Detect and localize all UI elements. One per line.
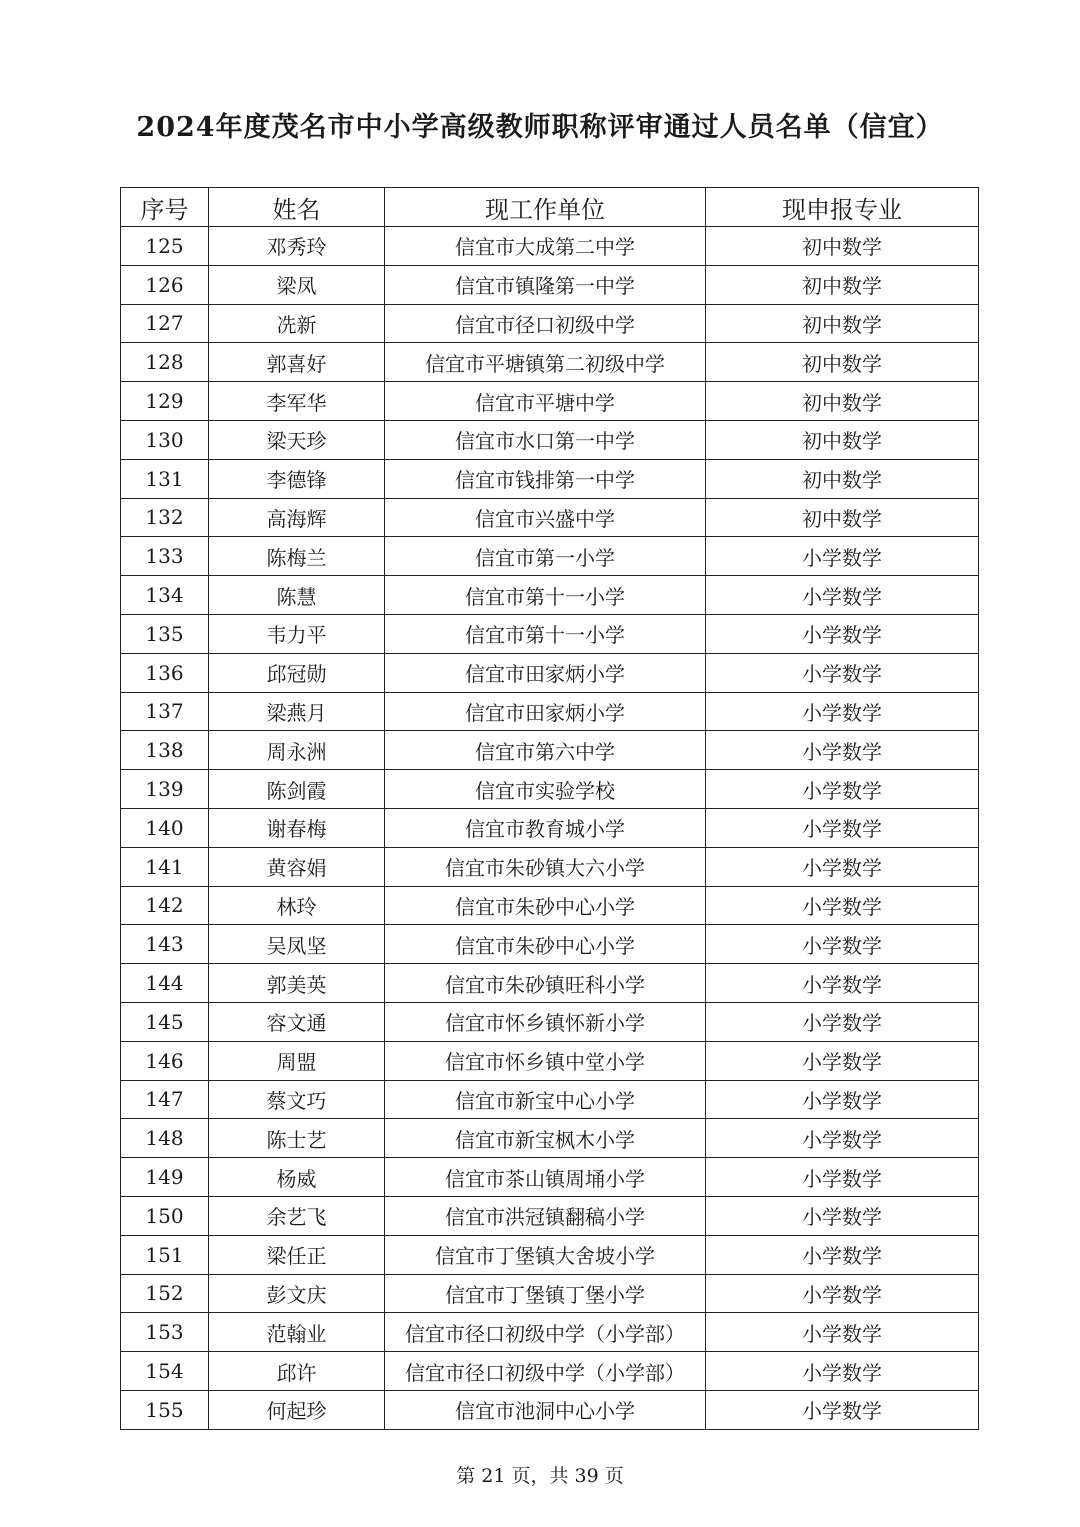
cell-name: 邱许 xyxy=(209,1352,385,1391)
cell-workplace: 信宜市怀乡镇中堂小学 xyxy=(385,1041,706,1080)
cell-workplace: 信宜市水口第一中学 xyxy=(385,420,706,459)
cell-workplace: 信宜市丁堡镇大舍坡小学 xyxy=(385,1235,706,1274)
cell-workplace: 信宜市钱排第一中学 xyxy=(385,459,706,498)
cell-seq: 126 xyxy=(121,265,209,304)
document-title: 2024年度茂名市中小学高级教师职称评审通过人员名单（信宜） xyxy=(136,112,944,143)
cell-seq: 141 xyxy=(121,847,209,886)
cell-name: 梁凤 xyxy=(209,265,385,304)
cell-workplace: 信宜市大成第二中学 xyxy=(385,227,706,266)
cell-name: 陈梅兰 xyxy=(209,537,385,576)
cell-seq: 128 xyxy=(121,343,209,382)
cell-workplace: 信宜市朱砂镇大六小学 xyxy=(385,847,706,886)
cell-name: 何起珍 xyxy=(209,1390,385,1429)
cell-workplace: 信宜市平塘镇第二初级中学 xyxy=(385,343,706,382)
cell-seq: 146 xyxy=(121,1041,209,1080)
cell-seq: 150 xyxy=(121,1196,209,1235)
table-row xyxy=(121,692,979,731)
table-row xyxy=(121,343,979,382)
cell-workplace: 信宜市径口初级中学（小学部） xyxy=(385,1352,706,1391)
cell-name: 李军华 xyxy=(209,382,385,421)
cell-name: 梁天珍 xyxy=(209,420,385,459)
cell-name: 李德锋 xyxy=(209,459,385,498)
cell-workplace: 信宜市茶山镇周埇小学 xyxy=(385,1158,706,1197)
cell-specialty: 初中数学 xyxy=(706,227,979,266)
cell-workplace: 信宜市池洞中心小学 xyxy=(385,1390,706,1429)
cell-name: 邱冠勋 xyxy=(209,653,385,692)
cell-specialty: 小学数学 xyxy=(706,1274,979,1313)
cell-specialty: 小学数学 xyxy=(706,1352,979,1391)
personnel-table xyxy=(120,187,979,1430)
cell-specialty: 小学数学 xyxy=(706,925,979,964)
cell-workplace: 信宜市第六中学 xyxy=(385,731,706,770)
cell-specialty: 初中数学 xyxy=(706,382,979,421)
cell-workplace: 信宜市第十一小学 xyxy=(385,576,706,615)
table-row xyxy=(121,1002,979,1041)
cell-specialty: 初中数学 xyxy=(706,343,979,382)
cell-specialty: 小学数学 xyxy=(706,886,979,925)
cell-name: 郭美英 xyxy=(209,964,385,1003)
table-row xyxy=(121,1158,979,1197)
cell-seq: 155 xyxy=(121,1390,209,1429)
table-row xyxy=(121,304,979,343)
cell-specialty: 小学数学 xyxy=(706,1080,979,1119)
header-specialty: 现申报专业 xyxy=(706,188,979,227)
cell-seq: 136 xyxy=(121,653,209,692)
cell-seq: 147 xyxy=(121,1080,209,1119)
cell-name: 梁任正 xyxy=(209,1235,385,1274)
cell-name: 蔡文巧 xyxy=(209,1080,385,1119)
cell-specialty: 初中数学 xyxy=(706,420,979,459)
cell-specialty: 小学数学 xyxy=(706,1041,979,1080)
cell-workplace: 信宜市新宝中心小学 xyxy=(385,1080,706,1119)
cell-specialty: 小学数学 xyxy=(706,770,979,809)
cell-seq: 144 xyxy=(121,964,209,1003)
cell-name: 陈剑霞 xyxy=(209,770,385,809)
cell-specialty: 小学数学 xyxy=(706,1196,979,1235)
cell-workplace: 信宜市朱砂中心小学 xyxy=(385,886,706,925)
table-row xyxy=(121,382,979,421)
cell-workplace: 信宜市丁堡镇丁堡小学 xyxy=(385,1274,706,1313)
cell-name: 余艺飞 xyxy=(209,1196,385,1235)
cell-seq: 148 xyxy=(121,1119,209,1158)
cell-name: 陈慧 xyxy=(209,576,385,615)
cell-seq: 153 xyxy=(121,1313,209,1352)
cell-workplace: 信宜市田家炳小学 xyxy=(385,653,706,692)
table-row xyxy=(121,1041,979,1080)
table-row xyxy=(121,537,979,576)
cell-workplace: 信宜市实验学校 xyxy=(385,770,706,809)
table-row xyxy=(121,227,979,266)
table-row xyxy=(121,964,979,1003)
cell-seq: 145 xyxy=(121,1002,209,1041)
cell-specialty: 小学数学 xyxy=(706,653,979,692)
cell-specialty: 小学数学 xyxy=(706,1158,979,1197)
cell-workplace: 信宜市怀乡镇怀新小学 xyxy=(385,1002,706,1041)
cell-workplace: 信宜市平塘中学 xyxy=(385,382,706,421)
cell-workplace: 信宜市径口初级中学 xyxy=(385,304,706,343)
table-header-row xyxy=(121,188,979,227)
table-row xyxy=(121,1080,979,1119)
cell-name: 韦力平 xyxy=(209,614,385,653)
table-row xyxy=(121,420,979,459)
table-row xyxy=(121,498,979,537)
cell-specialty: 小学数学 xyxy=(706,1235,979,1274)
table-row xyxy=(121,925,979,964)
table-row xyxy=(121,770,979,809)
cell-seq: 143 xyxy=(121,925,209,964)
cell-seq: 125 xyxy=(121,227,209,266)
cell-name: 谢春梅 xyxy=(209,808,385,847)
cell-name: 范翰业 xyxy=(209,1313,385,1352)
cell-name: 梁燕月 xyxy=(209,692,385,731)
table-row xyxy=(121,1274,979,1313)
cell-specialty: 小学数学 xyxy=(706,692,979,731)
cell-workplace: 信宜市洪冠镇翻稿小学 xyxy=(385,1196,706,1235)
cell-name: 周永洲 xyxy=(209,731,385,770)
cell-seq: 133 xyxy=(121,537,209,576)
page-number: 第 21 页，共 39 页 xyxy=(456,1465,624,1487)
cell-name: 高海辉 xyxy=(209,498,385,537)
cell-workplace: 信宜市教育城小学 xyxy=(385,808,706,847)
cell-name: 黄容娟 xyxy=(209,847,385,886)
cell-specialty: 小学数学 xyxy=(706,1119,979,1158)
header-workplace: 现工作单位 xyxy=(385,188,706,227)
table-row xyxy=(121,1119,979,1158)
cell-name: 陈士艺 xyxy=(209,1119,385,1158)
table-row xyxy=(121,265,979,304)
cell-specialty: 小学数学 xyxy=(706,537,979,576)
cell-name: 吴凤坚 xyxy=(209,925,385,964)
cell-specialty: 初中数学 xyxy=(706,459,979,498)
cell-seq: 134 xyxy=(121,576,209,615)
cell-specialty: 小学数学 xyxy=(706,808,979,847)
table-row xyxy=(121,459,979,498)
cell-specialty: 小学数学 xyxy=(706,731,979,770)
cell-workplace: 信宜市径口初级中学（小学部） xyxy=(385,1313,706,1352)
cell-specialty: 小学数学 xyxy=(706,847,979,886)
cell-seq: 137 xyxy=(121,692,209,731)
cell-name: 容文通 xyxy=(209,1002,385,1041)
cell-workplace: 信宜市兴盛中学 xyxy=(385,498,706,537)
cell-seq: 135 xyxy=(121,614,209,653)
table-row xyxy=(121,808,979,847)
cell-specialty: 小学数学 xyxy=(706,576,979,615)
cell-workplace: 信宜市镇隆第一中学 xyxy=(385,265,706,304)
table-row xyxy=(121,886,979,925)
table-row xyxy=(121,1313,979,1352)
cell-name: 邓秀玲 xyxy=(209,227,385,266)
cell-specialty: 小学数学 xyxy=(706,614,979,653)
table-row xyxy=(121,1352,979,1391)
cell-specialty: 小学数学 xyxy=(706,1313,979,1352)
cell-seq: 132 xyxy=(121,498,209,537)
table-body xyxy=(121,227,979,1430)
cell-specialty: 初中数学 xyxy=(706,265,979,304)
header-seq: 序号 xyxy=(121,188,209,227)
table-row xyxy=(121,731,979,770)
header-name: 姓名 xyxy=(209,188,385,227)
cell-name: 郭喜好 xyxy=(209,343,385,382)
cell-name: 林玲 xyxy=(209,886,385,925)
cell-specialty: 初中数学 xyxy=(706,304,979,343)
cell-seq: 154 xyxy=(121,1352,209,1391)
cell-seq: 127 xyxy=(121,304,209,343)
cell-name: 冼新 xyxy=(209,304,385,343)
cell-seq: 130 xyxy=(121,420,209,459)
cell-seq: 142 xyxy=(121,886,209,925)
table-row xyxy=(121,653,979,692)
cell-workplace: 信宜市新宝枫木小学 xyxy=(385,1119,706,1158)
cell-workplace: 信宜市朱砂中心小学 xyxy=(385,925,706,964)
cell-specialty: 小学数学 xyxy=(706,964,979,1003)
cell-workplace: 信宜市第十一小学 xyxy=(385,614,706,653)
table-row xyxy=(121,1196,979,1235)
cell-seq: 129 xyxy=(121,382,209,421)
cell-seq: 151 xyxy=(121,1235,209,1274)
cell-seq: 131 xyxy=(121,459,209,498)
cell-workplace: 信宜市第一小学 xyxy=(385,537,706,576)
table-row xyxy=(121,614,979,653)
cell-seq: 152 xyxy=(121,1274,209,1313)
cell-seq: 138 xyxy=(121,731,209,770)
cell-workplace: 信宜市朱砂镇旺科小学 xyxy=(385,964,706,1003)
cell-name: 彭文庆 xyxy=(209,1274,385,1313)
cell-workplace: 信宜市田家炳小学 xyxy=(385,692,706,731)
table-row xyxy=(121,1390,979,1429)
table-row xyxy=(121,1235,979,1274)
cell-seq: 140 xyxy=(121,808,209,847)
table-row xyxy=(121,576,979,615)
cell-specialty: 小学数学 xyxy=(706,1390,979,1429)
table-row xyxy=(121,847,979,886)
cell-name: 杨威 xyxy=(209,1158,385,1197)
cell-seq: 149 xyxy=(121,1158,209,1197)
cell-seq: 139 xyxy=(121,770,209,809)
cell-specialty: 初中数学 xyxy=(706,498,979,537)
cell-specialty: 小学数学 xyxy=(706,1002,979,1041)
cell-name: 周盟 xyxy=(209,1041,385,1080)
